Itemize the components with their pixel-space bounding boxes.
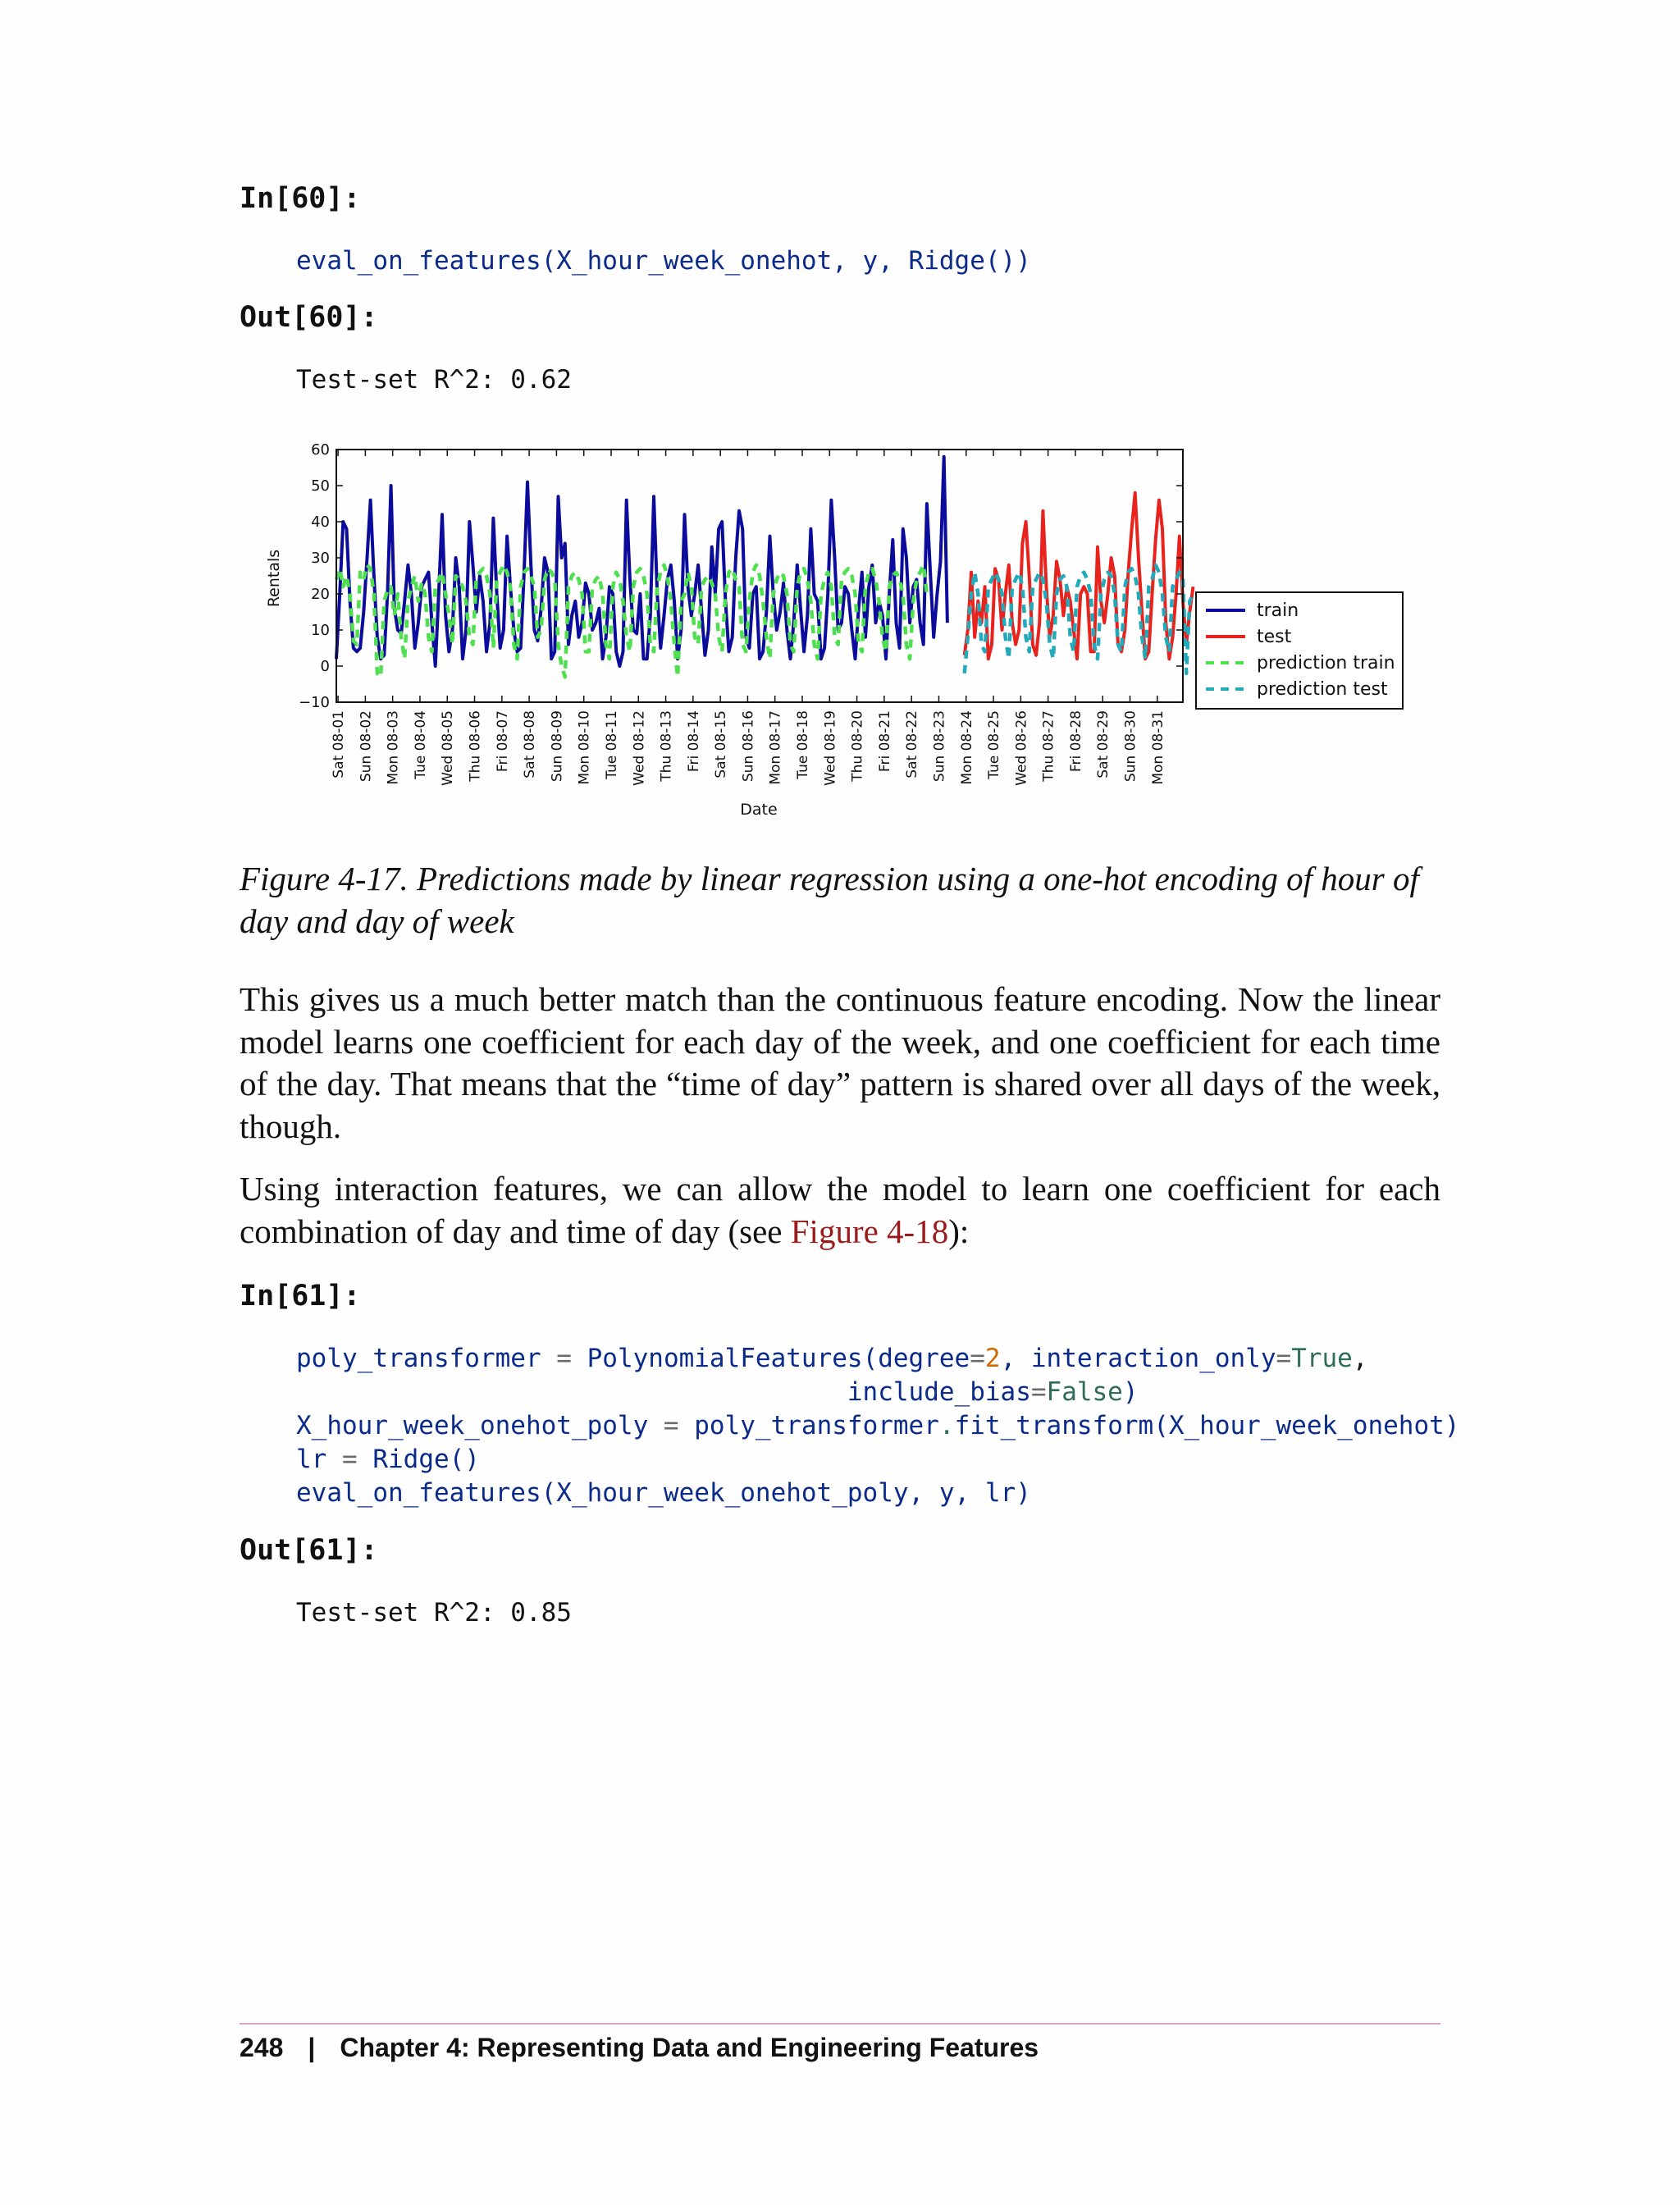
code-token: . — [938, 1411, 955, 1440]
code-token: = — [648, 1411, 695, 1440]
x-tick-label: Thu 08-13 — [658, 710, 675, 782]
page-number: 248 — [240, 2033, 284, 2062]
x-tick-label: Tue 08-18 — [795, 710, 811, 779]
code-token: include_bias — [296, 1377, 1031, 1407]
x-tick-label: Sat 08-08 — [522, 710, 539, 778]
x-tick-label: Wed 08-26 — [1013, 710, 1030, 786]
x-tick-label: Thu 08-20 — [849, 710, 866, 782]
x-tick-label: Fri 08-28 — [1067, 710, 1084, 773]
y-tick-label: −10 — [299, 694, 330, 711]
x-tick-label: Wed 08-12 — [631, 710, 648, 786]
code-token: = — [1276, 1344, 1292, 1373]
x-tick-label: Sun 08-09 — [549, 710, 566, 783]
paragraph-2-end: ): — [948, 1212, 970, 1250]
code-token: PolynomialFeatures(degree — [587, 1344, 970, 1373]
code-cell-60 — [296, 244, 1031, 278]
code-token: True — [1291, 1344, 1353, 1373]
y-tick-label: 20 — [311, 586, 330, 603]
x-tick-label: Mon 08-03 — [385, 710, 402, 785]
legend-label: prediction train — [1257, 653, 1395, 673]
code-cell-61 — [296, 1342, 1459, 1510]
y-axis — [299, 441, 1183, 711]
x-tick-label: Fri 08-14 — [685, 710, 702, 773]
plot-area — [336, 450, 1194, 702]
y-tick-label: 40 — [311, 514, 330, 531]
y-tick-label: 0 — [320, 658, 330, 675]
code-token: lr — [296, 1445, 327, 1474]
code-token: ) — [1122, 1377, 1139, 1407]
output-text-60: Test-set R^2: 0.62 — [296, 365, 572, 395]
y-axis-label: Rentals — [265, 549, 283, 608]
x-tick-label: Mon 08-31 — [1149, 710, 1166, 785]
legend-label: prediction test — [1257, 679, 1388, 700]
footer-separator: | — [308, 2033, 316, 2062]
x-axis-label: Date — [740, 801, 778, 819]
code-token: = — [1030, 1377, 1047, 1407]
code-token: X_hour_week_onehot_poly — [296, 1411, 649, 1440]
paragraph-1: This gives us a much better match than the continuous feature encoding. Now the linear model learns one coefficient for each day of the week, and one coefficient for each time of the day. That means that the “time of day” pattern is shared over all days of the week, though. — [240, 980, 1440, 1145]
code-token: fit_transform(X_hour_week_onehot) — [954, 1411, 1460, 1440]
code-token: 2 — [984, 1344, 1001, 1373]
page-footer — [240, 2033, 1039, 2063]
code-token: False — [1046, 1377, 1123, 1407]
x-tick-label: Mon 08-10 — [576, 710, 593, 785]
x-tick-label: Thu 08-06 — [467, 710, 484, 782]
y-tick-label: 50 — [311, 477, 330, 495]
y-tick-label: 60 — [311, 441, 330, 459]
x-tick-label: Wed 08-19 — [822, 710, 839, 786]
x-tick-label: Tue 08-25 — [986, 710, 1002, 779]
paragraph-2 — [240, 1168, 1440, 1253]
x-tick-label: Tue 08-11 — [604, 710, 620, 779]
x-tick-label: Sun 08-23 — [931, 710, 948, 783]
input-prompt-60: In[60]: — [240, 182, 361, 215]
code-token: poly_transformer — [296, 1344, 541, 1373]
x-tick-label: Sun 08-02 — [358, 710, 375, 783]
figure-link[interactable]: Figure 4-18 — [790, 1212, 949, 1250]
x-tick-label: Tue 08-04 — [413, 710, 429, 779]
x-tick-label: Sat 08-22 — [904, 710, 921, 778]
x-tick-label: Sat 08-01 — [331, 710, 348, 778]
x-tick-label: Fri 08-07 — [494, 710, 511, 773]
code-token: = — [326, 1445, 373, 1474]
output-text-61: Test-set R^2: 0.85 — [296, 1598, 572, 1628]
code-token: eval_on_features(X_hour_week_onehot_poly, y, lr) — [296, 1478, 1031, 1508]
footer-rule — [240, 2023, 1440, 2025]
figure-caption: Figure 4-17. Predictions made by linear regression using a one-hot encoding of hour of day and day of week — [240, 860, 1419, 940]
output-prompt-60: Out[60]: — [240, 301, 378, 334]
x-tick-label: Fri 08-21 — [876, 710, 893, 773]
x-tick-label: Sat 08-15 — [713, 710, 730, 778]
output-prompt-61: Out[61]: — [240, 1534, 378, 1567]
code-token: Ridge() — [372, 1445, 480, 1474]
legend-label: train — [1257, 600, 1299, 621]
code-args: (X_hour_week_onehot, y, Ridge()) — [541, 246, 1031, 276]
legend — [1196, 592, 1403, 709]
x-tick-label: Mon 08-24 — [958, 710, 975, 785]
input-prompt-61: In[61]: — [240, 1280, 361, 1312]
code-token: poly_transformer — [694, 1411, 939, 1440]
y-tick-label: 10 — [311, 622, 330, 639]
paragraph-2-text: Using interaction features, we can allow the model to learn one coefficient for each combination of day and time of day (see — [240, 1170, 1440, 1250]
x-tick-label: Sat 08-29 — [1095, 710, 1112, 778]
code-token: , interaction_only — [1000, 1344, 1276, 1373]
code-token: = — [970, 1344, 985, 1373]
x-tick-label: Mon 08-17 — [767, 710, 784, 785]
code-fn: eval_on_features — [296, 246, 541, 276]
code-token: , — [1352, 1344, 1368, 1373]
chapter-title: Chapter 4: Representing Data and Engineering Features — [340, 2033, 1039, 2062]
x-tick-label: Thu 08-27 — [1040, 710, 1057, 782]
x-tick-label: Sun 08-30 — [1122, 710, 1139, 783]
rentals-line-chart — [262, 427, 1427, 837]
y-tick-label: 30 — [311, 550, 330, 567]
x-tick-label: Wed 08-05 — [440, 710, 457, 786]
legend-label: test — [1257, 627, 1292, 647]
x-tick-label: Sun 08-16 — [740, 710, 757, 783]
code-token: = — [541, 1344, 587, 1373]
